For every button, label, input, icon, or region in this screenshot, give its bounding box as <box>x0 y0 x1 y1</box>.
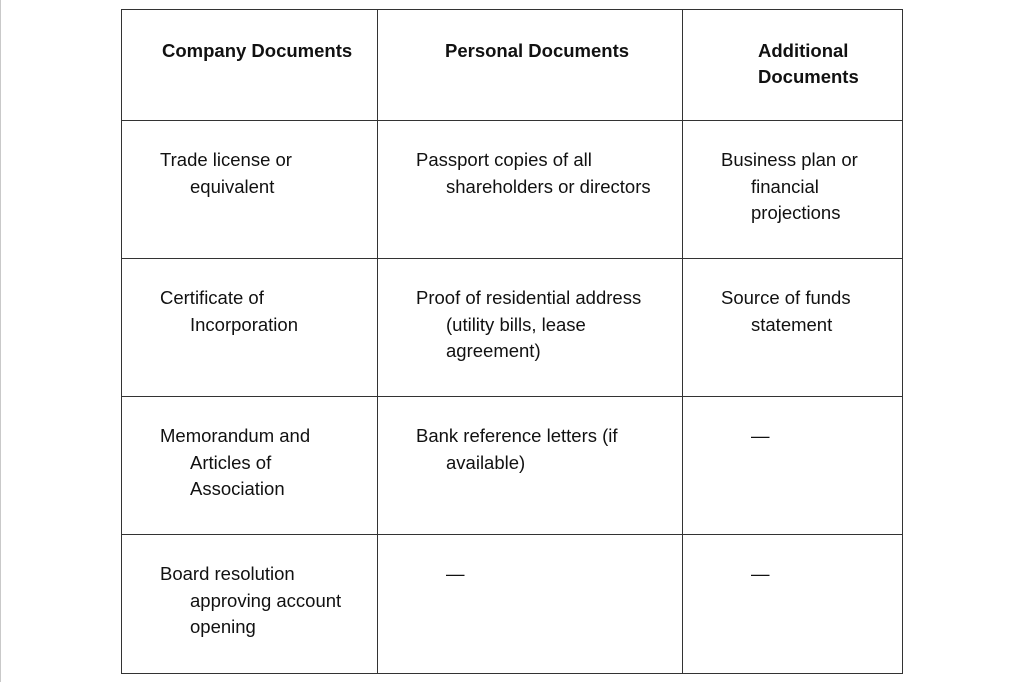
table-cell <box>683 397 903 535</box>
cell-text: Passport copies of all shareholders or directors <box>416 149 651 197</box>
header-personal-documents: Personal Documents <box>445 40 630 61</box>
cell-text: Trade license or equivalent <box>160 149 292 197</box>
header-cell-additional <box>683 10 903 121</box>
table-cell <box>683 121 903 259</box>
header-company-documents: Company Documents <box>162 40 353 61</box>
table-cell <box>378 121 683 259</box>
table-row <box>122 121 903 259</box>
table-cell <box>378 259 683 397</box>
table-cell <box>122 397 378 535</box>
cell-text: Source of funds statement <box>721 287 851 335</box>
cell-text: Business plan or financial projections <box>721 149 858 223</box>
table-cell <box>378 397 683 535</box>
empty-dash: — <box>446 563 465 584</box>
table-body <box>122 121 903 674</box>
cell-text: Bank reference letters (if available) <box>416 425 618 473</box>
cell-text: Board resolution approving account opening <box>160 563 342 637</box>
header-additional-documents: Additional Documents <box>758 40 859 87</box>
table-cell <box>122 535 378 674</box>
table-row <box>122 535 903 674</box>
table-row <box>122 259 903 397</box>
table-cell <box>122 259 378 397</box>
empty-dash: — <box>751 425 770 446</box>
page-left-border <box>0 0 1 682</box>
table-cell <box>122 121 378 259</box>
cell-text: Proof of residential address (utility bills, lease agreement) <box>416 287 642 361</box>
table-header <box>122 10 903 121</box>
table-cell <box>683 259 903 397</box>
header-row <box>122 10 903 121</box>
cell-text: Memorandum and Articles of Association <box>160 425 311 499</box>
empty-dash: — <box>751 563 770 584</box>
table-row <box>122 397 903 535</box>
header-cell-personal <box>378 10 683 121</box>
table-cell <box>378 535 683 674</box>
header-cell-company <box>122 10 378 121</box>
cell-text: Certificate of Incorporation <box>160 287 298 335</box>
table-cell <box>683 535 903 674</box>
documents-table <box>121 9 903 674</box>
